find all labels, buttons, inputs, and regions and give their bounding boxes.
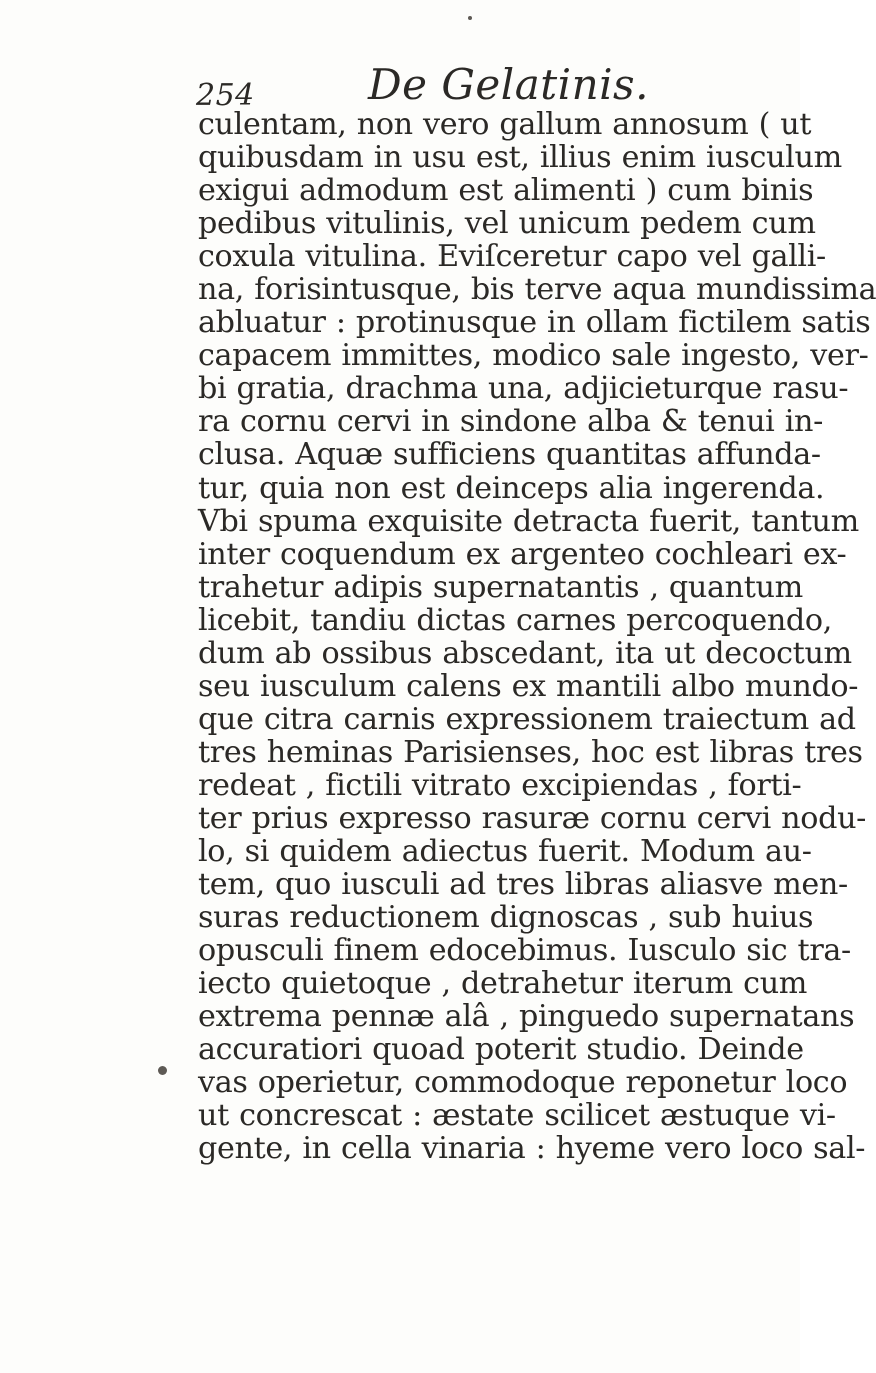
text-line: coxula vitulina. Eviſceretur capo vel galli- bbox=[198, 239, 826, 275]
text-line: capacem immittes, modico sale ingesto, ver- bbox=[198, 338, 869, 374]
text-line: opusculi finem edocebimus. Iusculo sic tra- bbox=[198, 933, 851, 969]
text-line: accuratiori quoad poterit studio. Deinde bbox=[198, 1032, 804, 1068]
text-line: Vbi spuma exquisite detracta fuerit, tantum bbox=[198, 503, 859, 539]
text-line: dum ab ossibus abscedant, ita ut decoctum bbox=[198, 635, 852, 671]
page-header bbox=[0, 48, 800, 113]
text-line: vas operietur, commodoque reponetur loco bbox=[198, 1065, 848, 1101]
text-line: licebit, tandiu dictas carnes percoquendo, bbox=[198, 602, 832, 638]
ink-speck bbox=[158, 1066, 167, 1075]
text-line: tem, quo iusculi ad tres libras aliasve men- bbox=[198, 867, 848, 903]
text-line: tur, quia non est deinceps alia ingerenda. bbox=[198, 470, 825, 506]
text-line: lo, si quidem adiectus fuerit. Modum au- bbox=[198, 834, 812, 870]
text-line: tres heminas Parisienses, hoc est libras tres bbox=[198, 734, 863, 770]
text-line: trahetur adipis supernatantis , quantum bbox=[198, 569, 803, 605]
text-line: seu iusculum calens ex mantili albo mundo- bbox=[198, 668, 859, 704]
text-line: bi gratia, drachma una, adjicieturque rasu- bbox=[198, 371, 849, 407]
text-line: iecto quietoque , detrahetur iterum cum bbox=[198, 966, 808, 1002]
text-line: suras reductionem dignoscas , sub huius bbox=[198, 900, 814, 936]
page-number: 254 bbox=[196, 78, 255, 113]
text-line: ra cornu cervi in sindone alba & tenui in- bbox=[198, 404, 823, 440]
text-line: ter prius expresso rasuræ cornu cervi nodu- bbox=[198, 800, 867, 836]
text-line: gente, in cella vinaria : hyeme vero loco sal- bbox=[198, 1131, 866, 1167]
text-line: exigui admodum est alimenti ) cum binis bbox=[198, 173, 814, 209]
text-line: inter coquendum ex argenteo cochleari ex- bbox=[198, 536, 847, 572]
text-line: culentam, non vero gallum annosum ( ut bbox=[198, 107, 812, 142]
ink-speck bbox=[468, 16, 472, 20]
running-title: De Gelatinis. bbox=[368, 60, 649, 109]
body-text bbox=[198, 107, 876, 1167]
text-line: abluatur : protinusque in ollam fictilem satis bbox=[198, 305, 871, 341]
text-line: pedibus vitulinis, vel unicum pedem cum bbox=[198, 206, 816, 242]
text-line: extrema pennæ alâ , pinguedo supernatans bbox=[198, 999, 855, 1035]
text-line: ut concrescat : æstate scilicet æstuque vi- bbox=[198, 1098, 836, 1134]
text-line: quibusdam in usu est, illius enim iusculum bbox=[198, 140, 842, 176]
text-line: que citra carnis expressionem traiectum ad bbox=[198, 701, 856, 737]
text-line: redeat , fictili vitrato excipiendas , forti- bbox=[198, 767, 802, 803]
text-line: na, forisintusque, bis terve aqua mundissima bbox=[198, 272, 876, 308]
text-line: clusa. Aquæ sufficiens quantitas affunda- bbox=[198, 437, 821, 473]
